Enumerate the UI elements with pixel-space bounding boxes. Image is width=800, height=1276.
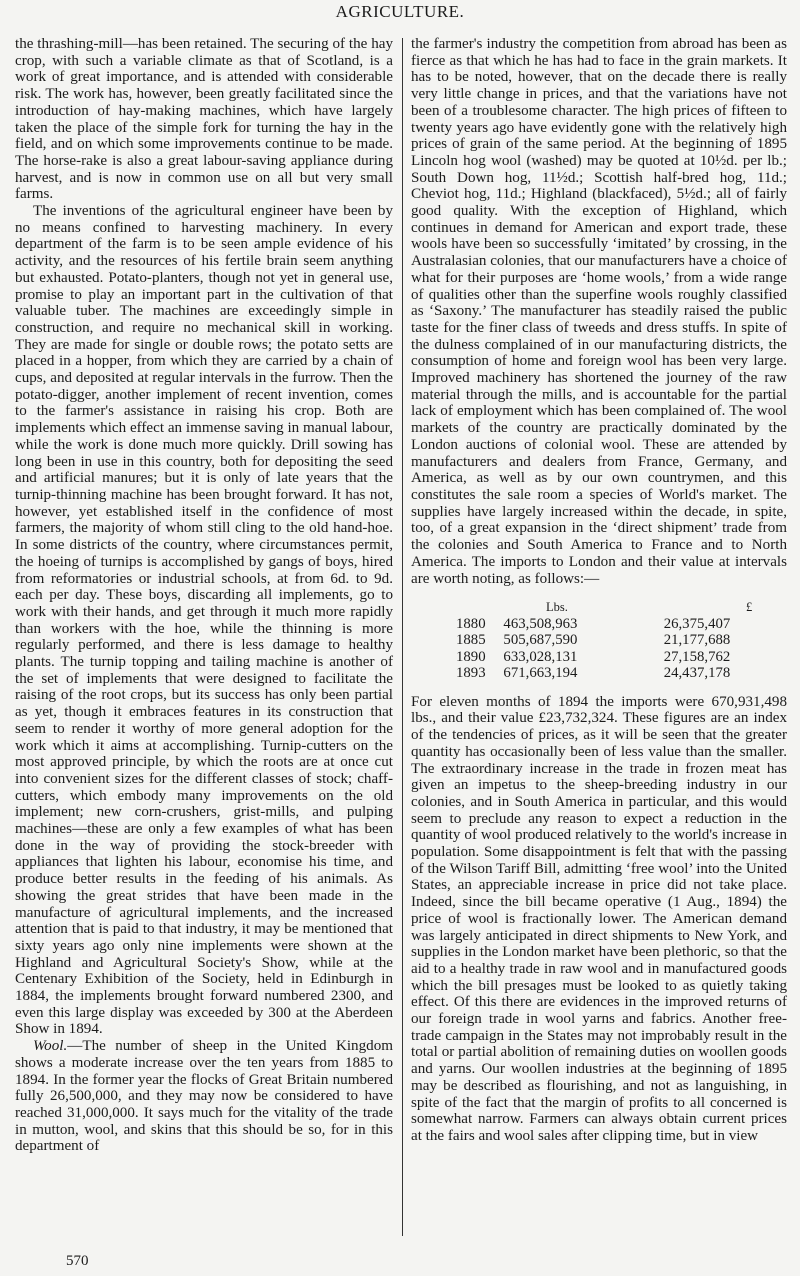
paragraph-hay-crop: the thrashing-mill—has been retained. The securing of the hay crop, with such a variable climate as that of Scotland, is a work of great importance, and is attended with considerable risk. The work has, however, been greatly facilitated since the introduction of hay-making machines, which have largely taken the place of the simple fork for turning the hay in the field, and on which some improvements continue to be made. The horse-rake is also a great labour-saving appliance during harvest, and is now in common use on all but very small farms. bbox=[15, 36, 393, 203]
header-value: £ bbox=[746, 600, 753, 615]
cell-year: 1885 bbox=[456, 632, 486, 649]
cell-year: 1893 bbox=[456, 665, 486, 682]
table-row bbox=[411, 665, 787, 682]
header-year bbox=[411, 599, 506, 616]
running-header: AGRICULTURE. bbox=[335, 2, 465, 21]
paragraph-agricultural-engineer: The inventions of the agricultural engineer have been by no means confined to harvesting machinery. In every department of the farm is to be seen ample evidence of his activity, and the resources of his fertile brain seem anything but exhausted. Potato-planters, though not yet in general use, promise to play an important part in the cultivation of that valuable tuber. The machines are exceedingly simple in construction, and require no mechanical skill in working. They are made for single or double rows; the potato setts are placed in a hopper, from which they are carried by a chain of cups, and deposited at regular intervals in the furrow. Then the potato-digger, another implement of recent invention, comes to the farmer's assistance in raising his crop. Both are implements which effect an immense saving in manual labour, while the work is done much more quickly. Drill sowing has long been in use in this country, both for depositing the seed and artificial manures; but it is only of late years that the turnip-thinning machine has been brought forward. It has not, however, yet established itself in the confidence of most farmers, the majority of whom still cling to the old hand-hoe. In some districts of the country, where circumstances permit, the hoeing of turnips is accomplished by gangs of boys, hired from reformatories or industrial schools, at from 6d. to 9d. each per day. These boys, discarding all implements, go to work with their hands, and get through it much more rapidly than workers with the hoe, while the thinning is more regularly performed, and there is less damage to healthy plants. The turnip topping and tailing machine is another of the set of implements that were designed to facilitate the raising of the root crops, but its success has only been partial as yet, though it embraces features in its construction that seem to render it worthy of more general adoption for the work which it aims at accomplishing. Turnip-cutters on the most approved principle, by which the roots are at once cut into convenient sizes for the different classes of stock; chaff-cutters, which embody many improvements on the old implement; new corn-crushers, grist-mills, and pulping machines—these are only a few examples of what has been done in the way of providing the stock-breeder with appliances that lighten his labour, economise his time, and produce better results in the feeding of his animals. As showing the great strides that have been made in the manufacture of agricultural implements, and the increased attention that is paid to that industry, it may be mentioned that sixty years ago only nine implements were shown at the Highland and Agricultural Society's Show, while at the Centenary Exhibition of the Society, held in Edinburgh in 1884, the implements brought forward numbered 2300, and even this large display was exceeded by 300 at the Aberdeen Show in 1894. bbox=[15, 203, 393, 1038]
paragraph-wool-body: —The number of sheep in the United Kingdom shows a moderate increase over the ten years from 1885 to 1894. In the former year the flocks of Great Britain numbered fully 26,500,000, and they may now be considered to have reached 31,000,000. It says much for the vitality of the trade in mutton, wool, and skins that this should be so, for in this department of bbox=[15, 1038, 393, 1155]
paragraph-wool-imports: For eleven months of 1894 the imports were 670,931,498 lbs., and their value £23,732,324. These figures are an index of the tendencies of prices, as it will be seen that the greater quantity has occasionally been of less value than the smaller. The extraordinary increase in the trade in frozen meat has given an impetus to the sheep-breeding industry in our colonies, and in South America in particular, and this would seem to preclude any reason to expect a reduction in the quantity of wool produced relatively to the world's increase in population. Some disappointment is felt that with the passing of the Wilson Tariff Bill, admitting ‘free wool’ into the United States, an appreciable increase in price did not take place. Indeed, since the bill became operative (1 Aug., 1894) the price of wool is fractionally lower. The American demand was largely anticipated in direct shipments to New York, and supplies in the London market have been plethoric, so that the aid to a healthy trade in raw wool and in manufactured goods which the bill presages must be looked to as quietly taking effect. Of this there are evidences in the improved returns of our foreign trade in wool yarns and fabrics. Another free-trade campaign in the States may not improbably result in the total or partial abolition of remaining duties on woollen goods and yarns. Our woollen industries at the beginning of 1895 may be described as flourishing, and not as languishing, in spite of the fact that the margin of profits to all concerned is somewhat narrow. Farmers can always obtain current prices at the fairs and wool sales after clipping time, but in view bbox=[411, 693, 787, 1144]
section-lead-wool: Wool. bbox=[33, 1038, 68, 1055]
page-number: 570 bbox=[66, 1253, 89, 1269]
cell-value: 24,437,178 bbox=[663, 665, 731, 682]
left-column bbox=[15, 36, 393, 1155]
paragraph-wool bbox=[15, 1038, 393, 1155]
cell-lbs: 505,687,590 bbox=[503, 632, 578, 649]
column-divider bbox=[402, 38, 403, 1236]
cell-value: 27,158,762 bbox=[663, 648, 731, 665]
paragraph-wool-prices: the farmer's industry the competition from abroad has been as fierce as that which he has had to face in the grain markets. It has to be noted, however, that on the decade there is really very little change in prices, and that the variations have not been of a troublesome character. The high prices of fifteen to twenty years ago have evidently gone with the relatively high prices of grain of the same period. At the beginning of 1895 Lincoln hog wool (washed) may be quoted at 10½d. per lb.; South Down hog, 11½d.; Scottish half-bred hog, 11d.; Cheviot hog, 11d.; Highland (blackfaced), 5½d.; all of fairly good quality. With the exception of Highland, which continues in demand for American and export trade, these wools have been so successfully ‘imitated’ by crossing, in the Australasian colonies, that our manufacturers have a choice of what for their purposes are ‘home wools,’ from a wide range of qualities other than the superfine wools roughly classified as ‘Saxony.’ The manufacturer has steadily raised the public taste for the finer class of tweeds and dress stuffs. In spite of the dulness complained of in our manufacturing districts, the consumption of home and foreign wool has been very large. Improved machinery has shortened the journey of the raw material through the mills, and is accountable for the partial lack of employment which has been complained of. The wool markets of the country are practically dominated by the London auctions of colonial wool. These are attended by manufacturers and dealers from France, Germany, and America, as well as by our own countrymen, and this constitutes the sale room a species of World's market. The supplies have largely increased within the decade, in spite, too, of a great expansion in the ‘direct shipment’ trade from the colonies and South America to France and to North America. The imports to London and their value at intervals are worth noting, as follows:— bbox=[411, 36, 787, 587]
cell-lbs: 463,508,963 bbox=[503, 615, 578, 632]
right-column bbox=[411, 36, 787, 1145]
table-row bbox=[411, 649, 787, 666]
table-row bbox=[411, 616, 787, 633]
wool-imports-table bbox=[411, 599, 787, 682]
cell-year: 1880 bbox=[456, 615, 486, 632]
cell-lbs: 671,663,194 bbox=[503, 665, 578, 682]
header-lbs: Lbs. bbox=[546, 600, 568, 615]
cell-year: 1890 bbox=[456, 648, 486, 665]
table-row bbox=[411, 632, 787, 649]
cell-value: 26,375,407 bbox=[663, 615, 731, 632]
cell-lbs: 633,028,131 bbox=[503, 648, 578, 665]
table-header-row bbox=[411, 599, 787, 616]
cell-value: 21,177,688 bbox=[663, 632, 731, 649]
